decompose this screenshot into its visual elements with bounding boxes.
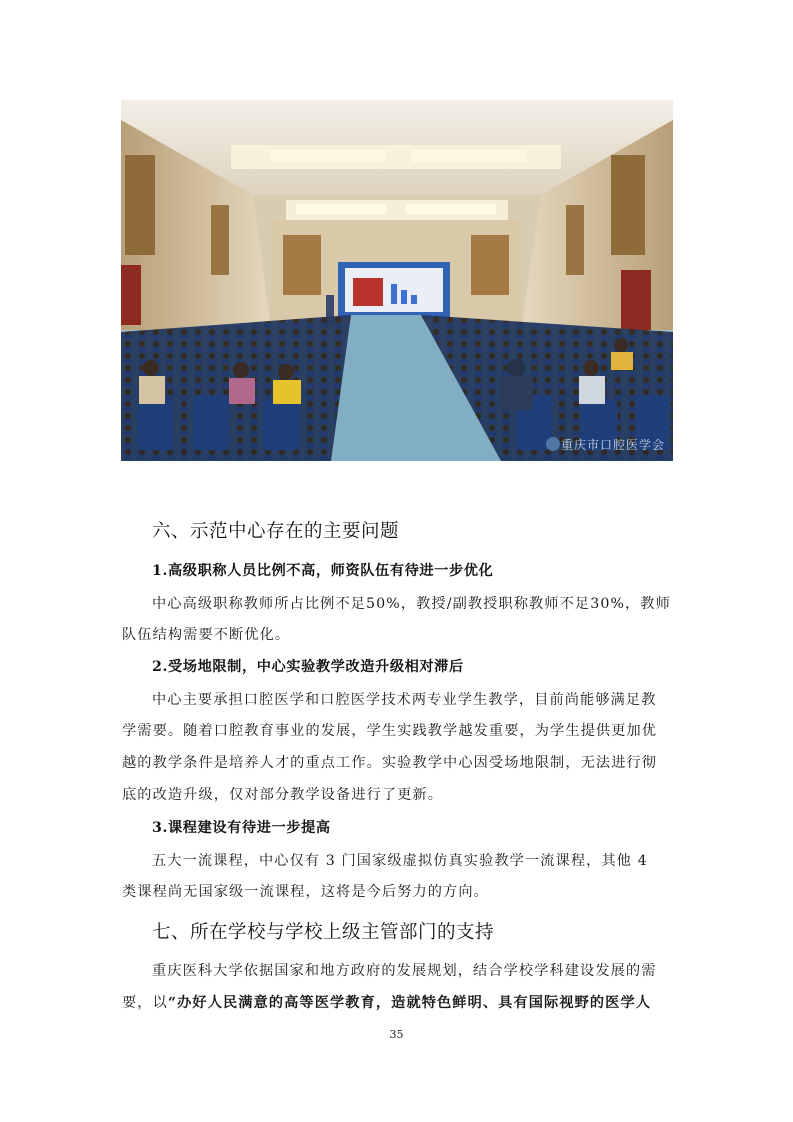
section-7-line-1: 重庆医科大学依据国家和地方政府的发展规划，结合学校学科建设发展的需 [152, 963, 657, 979]
item-2-line-1: 中心主要承担口腔医学和口腔医学技术两专业学生教学，目前尚能够满足教 [152, 692, 657, 708]
item-3-line-2: 类课程尚无国家级一流课程，这将是今后努力的方向。 [122, 884, 489, 900]
section-6-title: 六、示范中心存在的主要问题 [152, 521, 400, 542]
item-2-line-2: 学需要。随着口腔教育事业的发展，学生实践教学越发重要，为学生提供更加优 [122, 723, 658, 739]
section-7-line-2 [122, 992, 674, 1012]
section-7-line-2-prefix: 要，以 [122, 995, 168, 1011]
page-number: 35 [389, 1028, 404, 1041]
item-2-line-3: 越的教学条件是培养人才的重点工作。实验教学中心因受场地限制，无法进行彻 [122, 755, 658, 771]
item-2-heading: 2.受场地限制，中心实验教学改造升级相对滞后 [152, 659, 464, 675]
item-1-heading: 1.高级职称人员比例不高，师资队伍有待进一步优化 [152, 563, 494, 579]
section-7-title: 七、所在学校与学校上级主管部门的支持 [152, 922, 495, 943]
conference-photo [121, 100, 673, 461]
watermark: 重庆市口腔医学会 [560, 438, 665, 452]
item-3-line-1: 五大一流课程，中心仅有 3 门国家级虚拟仿真实验教学一流课程，其他 4 [152, 853, 648, 869]
item-3-heading: 3.课程建设有待进一步提高 [152, 820, 331, 836]
section-7-line-2-bold: “办好人民满意的高等医学教育，造就特色鲜明、具有国际视野的医学人 [167, 995, 652, 1011]
item-2-line-4: 底的改造升级，仅对部分教学设备进行了更新。 [122, 787, 444, 803]
item-1-line-1: 中心高级职称教师所占比例不足50%，教授/副教授职称教师不足30%，教师 [152, 596, 671, 612]
item-1-line-2: 队伍结构需要不断优化。 [122, 627, 291, 643]
